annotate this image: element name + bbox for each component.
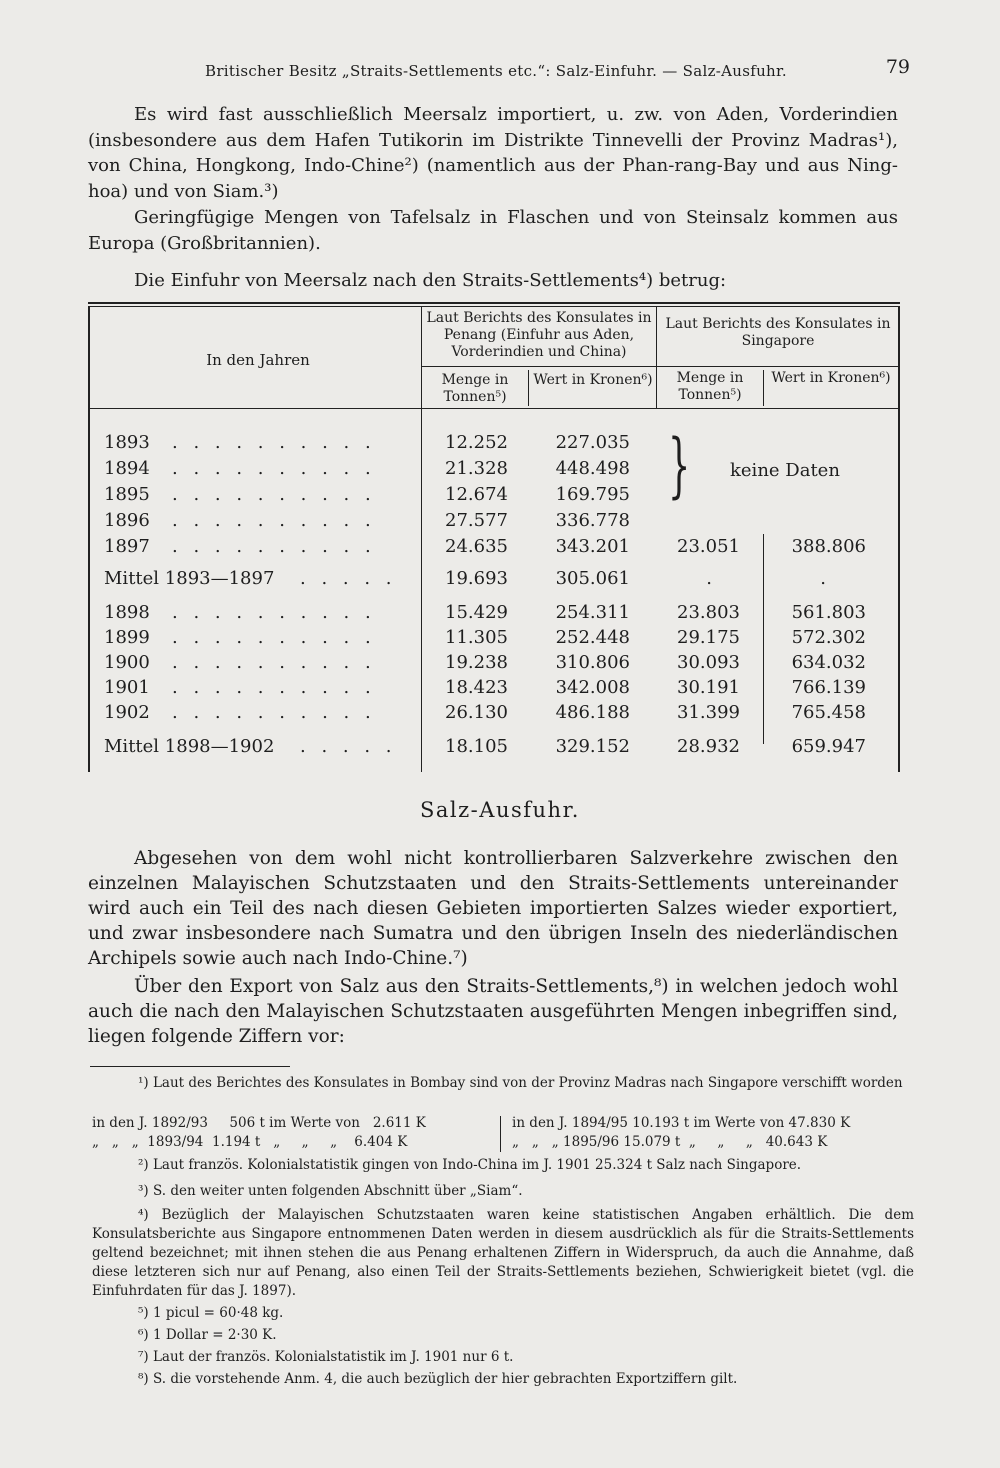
penang-menge: 15.429 [445, 602, 508, 623]
leader-dots: . . . . . . . . . . [172, 677, 376, 698]
penang-menge: 12.674 [445, 484, 508, 505]
header-singapore-menge: Menge in Tonnen⁵) [676, 370, 744, 403]
singapore-menge: 29.175 [677, 627, 740, 648]
penang-wert: 342.008 [555, 677, 630, 698]
leader-dots: . . . . . . . . . . [172, 602, 376, 623]
footnote-1-figures [92, 1114, 914, 1154]
penang-menge: 24.635 [445, 536, 508, 557]
footnote-3: ³) S. den weiter unten folgenden Abschnitt über „Siam“. [138, 1183, 523, 1199]
footnote-1: ¹) Laut des Berichtes des Konsulates in Bombay sind von der Provinz Madras nach Singapore verschifft worden [138, 1075, 903, 1091]
penang-wert: 448.498 [555, 458, 630, 479]
singapore-wert: 388.806 [791, 536, 866, 557]
row-year: 1893 [104, 432, 150, 453]
intro-paragraph-3: Die Einfuhr von Meersalz nach den Straits-Settlements⁴) betrug: [134, 270, 727, 291]
table-top-rule-thin [88, 306, 900, 307]
penang-menge: 21.328 [445, 458, 508, 479]
footnote-5: ⁵) 1 picul = 60·48 kg. [138, 1305, 284, 1321]
row-year: 1902 [104, 702, 150, 723]
row-year: 1901 [104, 677, 150, 698]
footnote-7: ⁷) Laut der französ. Kolonialstatistik im J. 1901 nur 6 t. [138, 1349, 514, 1365]
footnote-1-right-line-1: in den J. 1894/95 10.193 t im Werte von 47.830 K [512, 1115, 851, 1131]
row-year: Mittel 1898—1902 [104, 736, 275, 757]
no-data-label: keine Daten [730, 460, 840, 481]
table-top-rule [88, 302, 900, 304]
table-row-average [88, 568, 900, 593]
leader-dots: . . . . . [300, 736, 397, 757]
table-row [88, 677, 900, 702]
table-row [88, 627, 900, 652]
table-row [88, 458, 900, 483]
running-title: Britischer Besitz „Straits-Settlements etc.“: Salz-Einfuhr. — Salz-Ausfuhr. [205, 62, 787, 80]
singapore-menge: 30.191 [677, 677, 740, 698]
leader-dots: . . . . . . . . . . [172, 536, 376, 557]
singapore-wert: . [820, 568, 826, 589]
penang-wert: 305.061 [555, 568, 630, 589]
leader-dots: . . . . . . . . . . [172, 432, 376, 453]
row-year: 1897 [104, 536, 150, 557]
leader-dots: . . . . . . . . . . [172, 484, 376, 505]
penang-wert: 227.035 [555, 432, 630, 453]
leader-dots: . . . . . . . . . . [172, 458, 376, 479]
penang-wert: 329.152 [555, 736, 630, 757]
row-year: 1896 [104, 510, 150, 531]
footnote-2: ²) Laut französ. Kolonialstatistik gingen von Indo-China im J. 1901 25.324 t Salz nach Singapore. [138, 1157, 802, 1173]
section-title: Salz-Ausfuhr. [420, 798, 580, 822]
export-paragraph-1: Abgesehen von dem wohl nicht kontrollierbaren Salzverkehre zwischen den einzelnen Malayischen Schutzstaaten und den Straits-Settlements untereinander wird auch ein Teil des nach diesen Gebieten importierten Salzes wieder exportiert, und zwar insbesondere nach Sumatra und den übrigen Inseln des niederländischen Archipels sowie auch nach Indo-Chine.⁷) [88, 848, 898, 969]
header-bottom-rule [88, 408, 900, 409]
page-number: 79 [885, 56, 910, 78]
row-year: 1895 [104, 484, 150, 505]
penang-menge: 12.252 [445, 432, 508, 453]
leader-dots: . . . . . . . . . . [172, 702, 376, 723]
leader-dots: . . . . . [300, 568, 397, 589]
row-year: Mittel 1893—1897 [104, 568, 275, 589]
col-divider-singapore [656, 306, 657, 408]
table-row [88, 484, 900, 509]
table-row-average [88, 736, 900, 761]
penang-wert: 486.188 [555, 702, 630, 723]
penang-menge: 27.577 [445, 510, 508, 531]
footnote-4: ⁴) Bezüglich der Malayischen Schutzstaaten waren keine statistischen Angaben erhältlich. Die dem Konsulatsberichte aus Singapore entnommenen Daten werden in diesem ausdrücklich als für die Straits-Settlements geltend bezeichnet; mit ihnen stehen die aus Penang erhaltenen Ziffern in Widerspruch, da auch die Annahme, daß diese letzteren sich nur auf Penang, also einen Teil der Straits-Settlements beziehen, Schwierigkeit bietet (vgl. die Einfuhrdaten für das J. 1897). [92, 1207, 914, 1299]
table-row [88, 702, 900, 727]
singapore-wert: 659.947 [791, 736, 866, 757]
footnote-1-divider [500, 1116, 501, 1152]
footnote-8: ⁸) S. die vorstehende Anm. 4, die auch bezüglich der hier gebrachten Exportziffern gilt. [138, 1371, 738, 1387]
penang-wert: 310.806 [555, 652, 630, 673]
table-row [88, 510, 900, 535]
leader-dots: . . . . . . . . . . [172, 627, 376, 648]
penang-menge: 26.130 [445, 702, 508, 723]
penang-wert: 252.448 [555, 627, 630, 648]
header-singapore-wert: Wert in Kronen⁶) [771, 370, 891, 386]
table-row [88, 432, 900, 457]
row-year: 1899 [104, 627, 150, 648]
footnote-1-left-line-2: „ „ „ 1893/94 1.194 t „ „ „ 6.404 K [92, 1134, 408, 1150]
singapore-wert: 766.139 [791, 677, 866, 698]
singapore-wert: 561.803 [791, 602, 866, 623]
export-paragraph-2: Über den Export von Salz aus den Straits-Settlements,⁸) in welchen jedoch wohl auch die nach den Malayischen Schutzstaaten ausgeführten Mengen inbegriffen sind, liegen folgende Ziffern vor: [88, 976, 898, 1047]
header-penang-menge: Menge in Tonnen⁵) [441, 372, 509, 405]
leader-dots: . . . . . . . . . . [172, 510, 376, 531]
penang-wert: 169.795 [555, 484, 630, 505]
penang-menge: 11.305 [445, 627, 508, 648]
intro-paragraph-2: Geringfügige Mengen von Tafelsalz in Flaschen und von Steinsalz kommen aus Europa (Großbritannien). [88, 207, 898, 254]
penang-menge: 19.693 [445, 568, 508, 589]
singapore-menge: 30.093 [677, 652, 740, 673]
penang-wert: 254.311 [555, 602, 630, 623]
header-singapore: Laut Berichts des Konsulates in Singapore [665, 316, 891, 349]
singapore-menge: 31.399 [677, 702, 740, 723]
penang-menge: 18.423 [445, 677, 508, 698]
singapore-wert: 765.458 [791, 702, 866, 723]
col-divider-penang-sub [528, 370, 529, 406]
header-penang: Laut Berichts des Konsulates in Penang (Einfuhr aus Aden, Vorderindien und China) [426, 310, 652, 360]
singapore-wert: 634.032 [791, 652, 866, 673]
salt-import-table [88, 302, 900, 772]
table-row [88, 602, 900, 627]
penang-wert: 343.201 [555, 536, 630, 557]
intro-paragraph-1: Es wird fast ausschließlich Meersalz importiert, u. zw. von Aden, Vorderindien (insbesondere aus dem Hafen Tutikorin im Distrikte Tinnevelli der Provinz Madras¹), von China, Hongkong, Indo-Chine²) (namentlich aus der Phan-rang-Bay und aus Ning-hoa) und von Siam.³) [88, 104, 898, 202]
footnote-rule [90, 1066, 290, 1067]
table-row [88, 536, 900, 561]
footnote-6: ⁶) 1 Dollar = 2·30 K. [138, 1327, 277, 1343]
header-penang-wert: Wert in Kronen⁶) [533, 372, 653, 388]
row-year: 1900 [104, 652, 150, 673]
header-years: In den Jahren [206, 351, 310, 369]
penang-wert: 336.778 [555, 510, 630, 531]
col-divider-singapore-sub [763, 370, 764, 406]
table-row [88, 652, 900, 677]
row-year: 1898 [104, 602, 150, 623]
singapore-menge: 23.051 [677, 536, 740, 557]
no-data-brace: } [668, 424, 691, 506]
singapore-wert: 572.302 [791, 627, 866, 648]
footnote-1-right-line-2: „ „ „ 1895/96 15.079 t „ „ „ 40.643 K [512, 1134, 828, 1150]
singapore-menge: . [706, 568, 712, 589]
header-mid-rule [421, 366, 900, 367]
penang-menge: 19.238 [445, 652, 508, 673]
singapore-menge: 23.803 [677, 602, 740, 623]
leader-dots: . . . . . . . . . . [172, 652, 376, 673]
penang-menge: 18.105 [445, 736, 508, 757]
running-header [90, 56, 910, 86]
singapore-menge: 28.932 [677, 736, 740, 757]
row-year: 1894 [104, 458, 150, 479]
footnote-1-left-line-1: in den J. 1892/93 506 t im Werte von 2.611 K [92, 1115, 426, 1131]
